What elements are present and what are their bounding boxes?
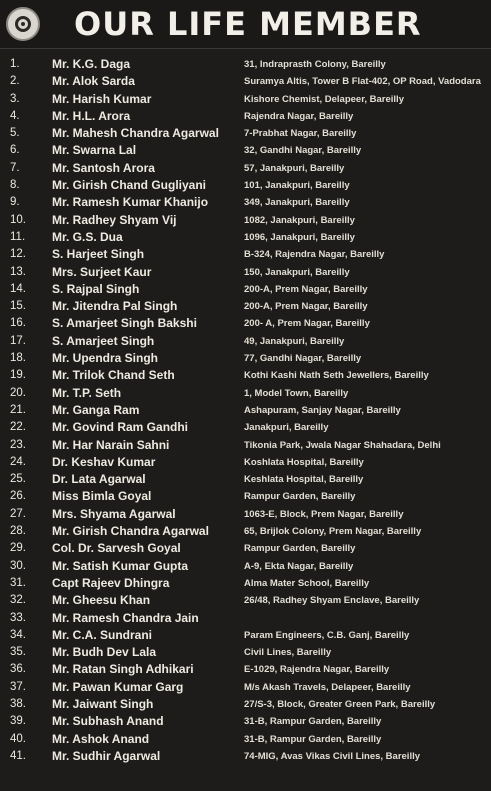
member-name: Miss Bimla Goyal xyxy=(52,489,152,504)
list-item xyxy=(0,437,491,454)
member-number: 28. xyxy=(10,525,26,538)
member-number: 37. xyxy=(10,680,26,693)
member-address: Tikonia Park, Jwala Nagar Shahadara, Delhi xyxy=(244,439,441,451)
member-address: 49, Janakpuri, Bareilly xyxy=(244,335,345,347)
member-name: Mr. Har Narain Sahni xyxy=(52,437,170,452)
member-address: 200-A, Prem Nagar, Bareilly xyxy=(244,301,368,313)
member-address: 74-MIG, Avas Vikas Civil Lines, Bareilly xyxy=(244,750,421,762)
member-address: Kishore Chemist, Delapeer, Bareilly xyxy=(244,93,404,105)
list-item xyxy=(0,731,491,748)
member-address: 26/48, Radhey Shyam Enclave, Bareilly xyxy=(244,595,420,607)
list-item xyxy=(0,264,491,281)
member-number: 30. xyxy=(10,559,26,572)
member-number: 16. xyxy=(10,317,26,330)
list-item xyxy=(0,91,491,108)
member-address: 77, Gandhi Nagar, Bareilly xyxy=(244,353,362,365)
member-number: 19. xyxy=(10,369,26,382)
list-item xyxy=(0,644,491,661)
member-address: B-324, Rajendra Nagar, Bareilly xyxy=(244,249,385,261)
member-name: Mr. Jaiwant Singh xyxy=(52,696,154,711)
member-list xyxy=(0,56,491,765)
member-name: Mr. Ramesh Chandra Jain xyxy=(52,610,199,625)
list-item xyxy=(0,333,491,350)
member-name: Mr. Girish Chand Gugliyani xyxy=(52,178,207,193)
member-name: Mr. Alok Sarda xyxy=(52,74,135,89)
member-name: Mr. Ganga Ram xyxy=(52,402,140,417)
member-name: Mr. Sudhir Agarwal xyxy=(52,748,161,763)
member-address: 57, Janakpuri, Bareilly xyxy=(244,162,345,174)
member-name: S. Rajpal Singh xyxy=(52,281,140,296)
member-address: 101, Janakpuri, Bareilly xyxy=(244,180,350,192)
member-number: 8. xyxy=(10,179,20,192)
member-name: Mr. Gheesu Khan xyxy=(52,593,151,608)
member-address: M/s Akash Travels, Delapeer, Bareilly xyxy=(244,681,411,693)
list-item xyxy=(0,177,491,194)
member-name: Mr. Ashok Anand xyxy=(52,731,150,746)
member-number: 38. xyxy=(10,697,26,710)
member-number: 15. xyxy=(10,300,26,313)
member-number: 35. xyxy=(10,646,26,659)
emblem-icon xyxy=(6,7,40,41)
member-address: 1082, Janakpuri, Bareilly xyxy=(244,214,355,226)
member-address: Suramya Altis, Tower B Flat-402, OP Road, Vadodara xyxy=(244,76,481,88)
member-address: 65, Brijlok Colony, Prem Nagar, Bareilly xyxy=(244,526,422,538)
member-name: Mr. C.A. Sundrani xyxy=(52,627,153,642)
member-number: 4. xyxy=(10,109,20,122)
member-address: A-9, Ekta Nagar, Bareilly xyxy=(244,560,354,572)
member-number: 39. xyxy=(10,715,26,728)
member-number: 6. xyxy=(10,144,20,157)
list-item xyxy=(0,402,491,419)
member-name: Mr. Ratan Singh Adhikari xyxy=(52,662,194,677)
list-item xyxy=(0,506,491,523)
member-address: 31, Indraprasth Colony, Bareilly xyxy=(244,59,386,70)
member-number: 25. xyxy=(10,473,26,486)
list-item xyxy=(0,523,491,540)
list-item xyxy=(0,125,491,142)
member-address: Kothi Kashi Nath Seth Jewellers, Bareilly xyxy=(244,370,429,382)
member-address: 1063-E, Block, Prem Nagar, Bareilly xyxy=(244,508,404,520)
list-item xyxy=(0,350,491,367)
member-number: 7. xyxy=(10,161,20,174)
list-item xyxy=(0,385,491,402)
member-number: 32. xyxy=(10,594,26,607)
member-name: Dr. Lata Agarwal xyxy=(52,472,146,487)
member-name: Mrs. Surjeet Kaur xyxy=(52,264,152,279)
list-item xyxy=(0,246,491,263)
member-name: Mr. Radhey Shyam Vij xyxy=(52,212,177,227)
list-item xyxy=(0,592,491,609)
list-item xyxy=(0,194,491,211)
member-name: S. Amarjeet Singh Bakshi xyxy=(52,316,197,331)
member-address: Civil Lines, Bareilly xyxy=(244,647,332,659)
member-address: Param Engineers, C.B. Ganj, Bareilly xyxy=(244,629,410,641)
member-number: 34. xyxy=(10,628,26,641)
member-name: Mr. Budh Dev Lala xyxy=(52,645,157,660)
list-item xyxy=(0,73,491,90)
member-address: 1, Model Town, Bareilly xyxy=(244,387,349,399)
list-item xyxy=(0,160,491,177)
list-item xyxy=(0,627,491,644)
list-item xyxy=(0,575,491,592)
list-item xyxy=(0,454,491,471)
member-name: S. Harjeet Singh xyxy=(52,247,145,262)
member-name: Mr. Upendra Singh xyxy=(52,351,159,366)
member-name: Mr. G.S. Dua xyxy=(52,229,123,244)
member-number: 5. xyxy=(10,127,20,140)
member-number: 27. xyxy=(10,507,26,520)
list-item xyxy=(0,713,491,730)
member-number: 21. xyxy=(10,403,26,416)
member-name: Mrs. Shyama Agarwal xyxy=(52,506,176,521)
member-number: 2. xyxy=(10,75,20,88)
member-address: Koshlata Hospital, Bareilly xyxy=(244,456,364,468)
list-item xyxy=(0,142,491,159)
member-name: Mr. Trilok Chand Seth xyxy=(52,368,175,383)
member-number: 18. xyxy=(10,352,26,365)
member-number: 3. xyxy=(10,92,20,105)
member-number: 1. xyxy=(10,58,20,70)
member-number: 36. xyxy=(10,663,26,676)
list-item xyxy=(0,748,491,765)
member-number: 29. xyxy=(10,542,26,555)
member-address: Rampur Garden, Bareilly xyxy=(244,491,356,503)
member-name: Col. Dr. Sarvesh Goyal xyxy=(52,541,181,556)
member-name: Mr. Girish Chandra Agarwal xyxy=(52,524,209,539)
member-number: 13. xyxy=(10,265,26,278)
member-name: S. Amarjeet Singh xyxy=(52,333,155,348)
list-item xyxy=(0,419,491,436)
member-name: Mr. Satish Kumar Gupta xyxy=(52,558,189,573)
member-number: 26. xyxy=(10,490,26,503)
member-number: 40. xyxy=(10,732,26,745)
list-item xyxy=(0,661,491,678)
member-address: Rajendra Nagar, Bareilly xyxy=(244,110,354,122)
list-item xyxy=(0,610,491,627)
list-item xyxy=(0,558,491,575)
list-item xyxy=(0,488,491,505)
list-item xyxy=(0,229,491,246)
list-item xyxy=(0,367,491,384)
member-number: 33. xyxy=(10,611,26,624)
member-name: Mr. Govind Ram Gandhi xyxy=(52,420,189,435)
member-name: Mr. H.L. Arora xyxy=(52,108,131,123)
list-item xyxy=(0,56,491,73)
list-item xyxy=(0,108,491,125)
member-address: Alma Mater School, Bareilly xyxy=(244,577,370,589)
list-item xyxy=(0,315,491,332)
member-number: 23. xyxy=(10,438,26,451)
member-name: Mr. T.P. Seth xyxy=(52,385,122,400)
member-name: Mr. Jitendra Pal Singh xyxy=(52,299,178,314)
member-address: 27/S-3, Block, Greater Green Park, Bareilly xyxy=(244,698,436,710)
member-name: Mr. Harish Kumar xyxy=(52,91,152,106)
member-address: 200-A, Prem Nagar, Bareilly xyxy=(244,283,368,295)
member-address: 7-Prabhat Nagar, Bareilly xyxy=(244,128,357,140)
member-number: 17. xyxy=(10,334,26,347)
list-item xyxy=(0,298,491,315)
member-name: Capt Rajeev Dhingra xyxy=(52,575,170,590)
member-number: 31. xyxy=(10,576,26,589)
member-number: 9. xyxy=(10,196,20,209)
list-item xyxy=(0,679,491,696)
member-name: Dr. Keshav Kumar xyxy=(52,454,156,469)
member-number: 24. xyxy=(10,455,26,468)
member-name: Mr. K.G. Daga xyxy=(52,57,131,71)
list-item xyxy=(0,281,491,298)
list-item xyxy=(0,471,491,488)
member-number: 12. xyxy=(10,248,26,261)
member-address: 1096, Janakpuri, Bareilly xyxy=(244,231,355,243)
member-address: 32, Gandhi Nagar, Bareilly xyxy=(244,145,362,157)
member-number: 10. xyxy=(10,213,26,226)
member-address: Janakpuri, Bareilly xyxy=(244,422,329,434)
member-name: Mr. Santosh Arora xyxy=(52,160,155,175)
list-item xyxy=(0,696,491,713)
member-address: E-1029, Rajendra Nagar, Bareilly xyxy=(244,664,390,676)
member-address: 349, Janakpuri, Bareilly xyxy=(244,197,350,209)
member-name: Mr. Mahesh Chandra Agarwal xyxy=(52,126,219,141)
member-name: Mr. Pawan Kumar Garg xyxy=(52,679,184,694)
member-name: Mr. Ramesh Kumar Khanijo xyxy=(52,195,209,210)
member-address: 31-B, Rampur Garden, Bareilly xyxy=(244,733,382,745)
list-item xyxy=(0,212,491,229)
member-name: Mr. Swarna Lal xyxy=(52,143,137,158)
member-address: 200- A, Prem Nagar, Bareilly xyxy=(244,318,370,330)
member-number: 11. xyxy=(10,230,26,243)
member-address: Ashapuram, Sanjay Nagar, Bareilly xyxy=(244,404,401,416)
member-address: Rampur Garden, Bareilly xyxy=(244,543,356,555)
member-number: 20. xyxy=(10,386,26,399)
member-number: 22. xyxy=(10,421,26,434)
member-name: Mr. Subhash Anand xyxy=(52,714,164,729)
member-number: 14. xyxy=(10,282,26,295)
list-item xyxy=(0,540,491,557)
member-number: 41. xyxy=(10,749,26,762)
header-banner xyxy=(0,0,491,49)
page-title: OUR LIFE MEMBER xyxy=(74,5,422,43)
member-address: Keshlata Hospital, Bareilly xyxy=(244,474,364,486)
member-address: 150, Janakpuri, Bareilly xyxy=(244,266,350,278)
member-address: 31-B, Rampur Garden, Bareilly xyxy=(244,716,382,728)
